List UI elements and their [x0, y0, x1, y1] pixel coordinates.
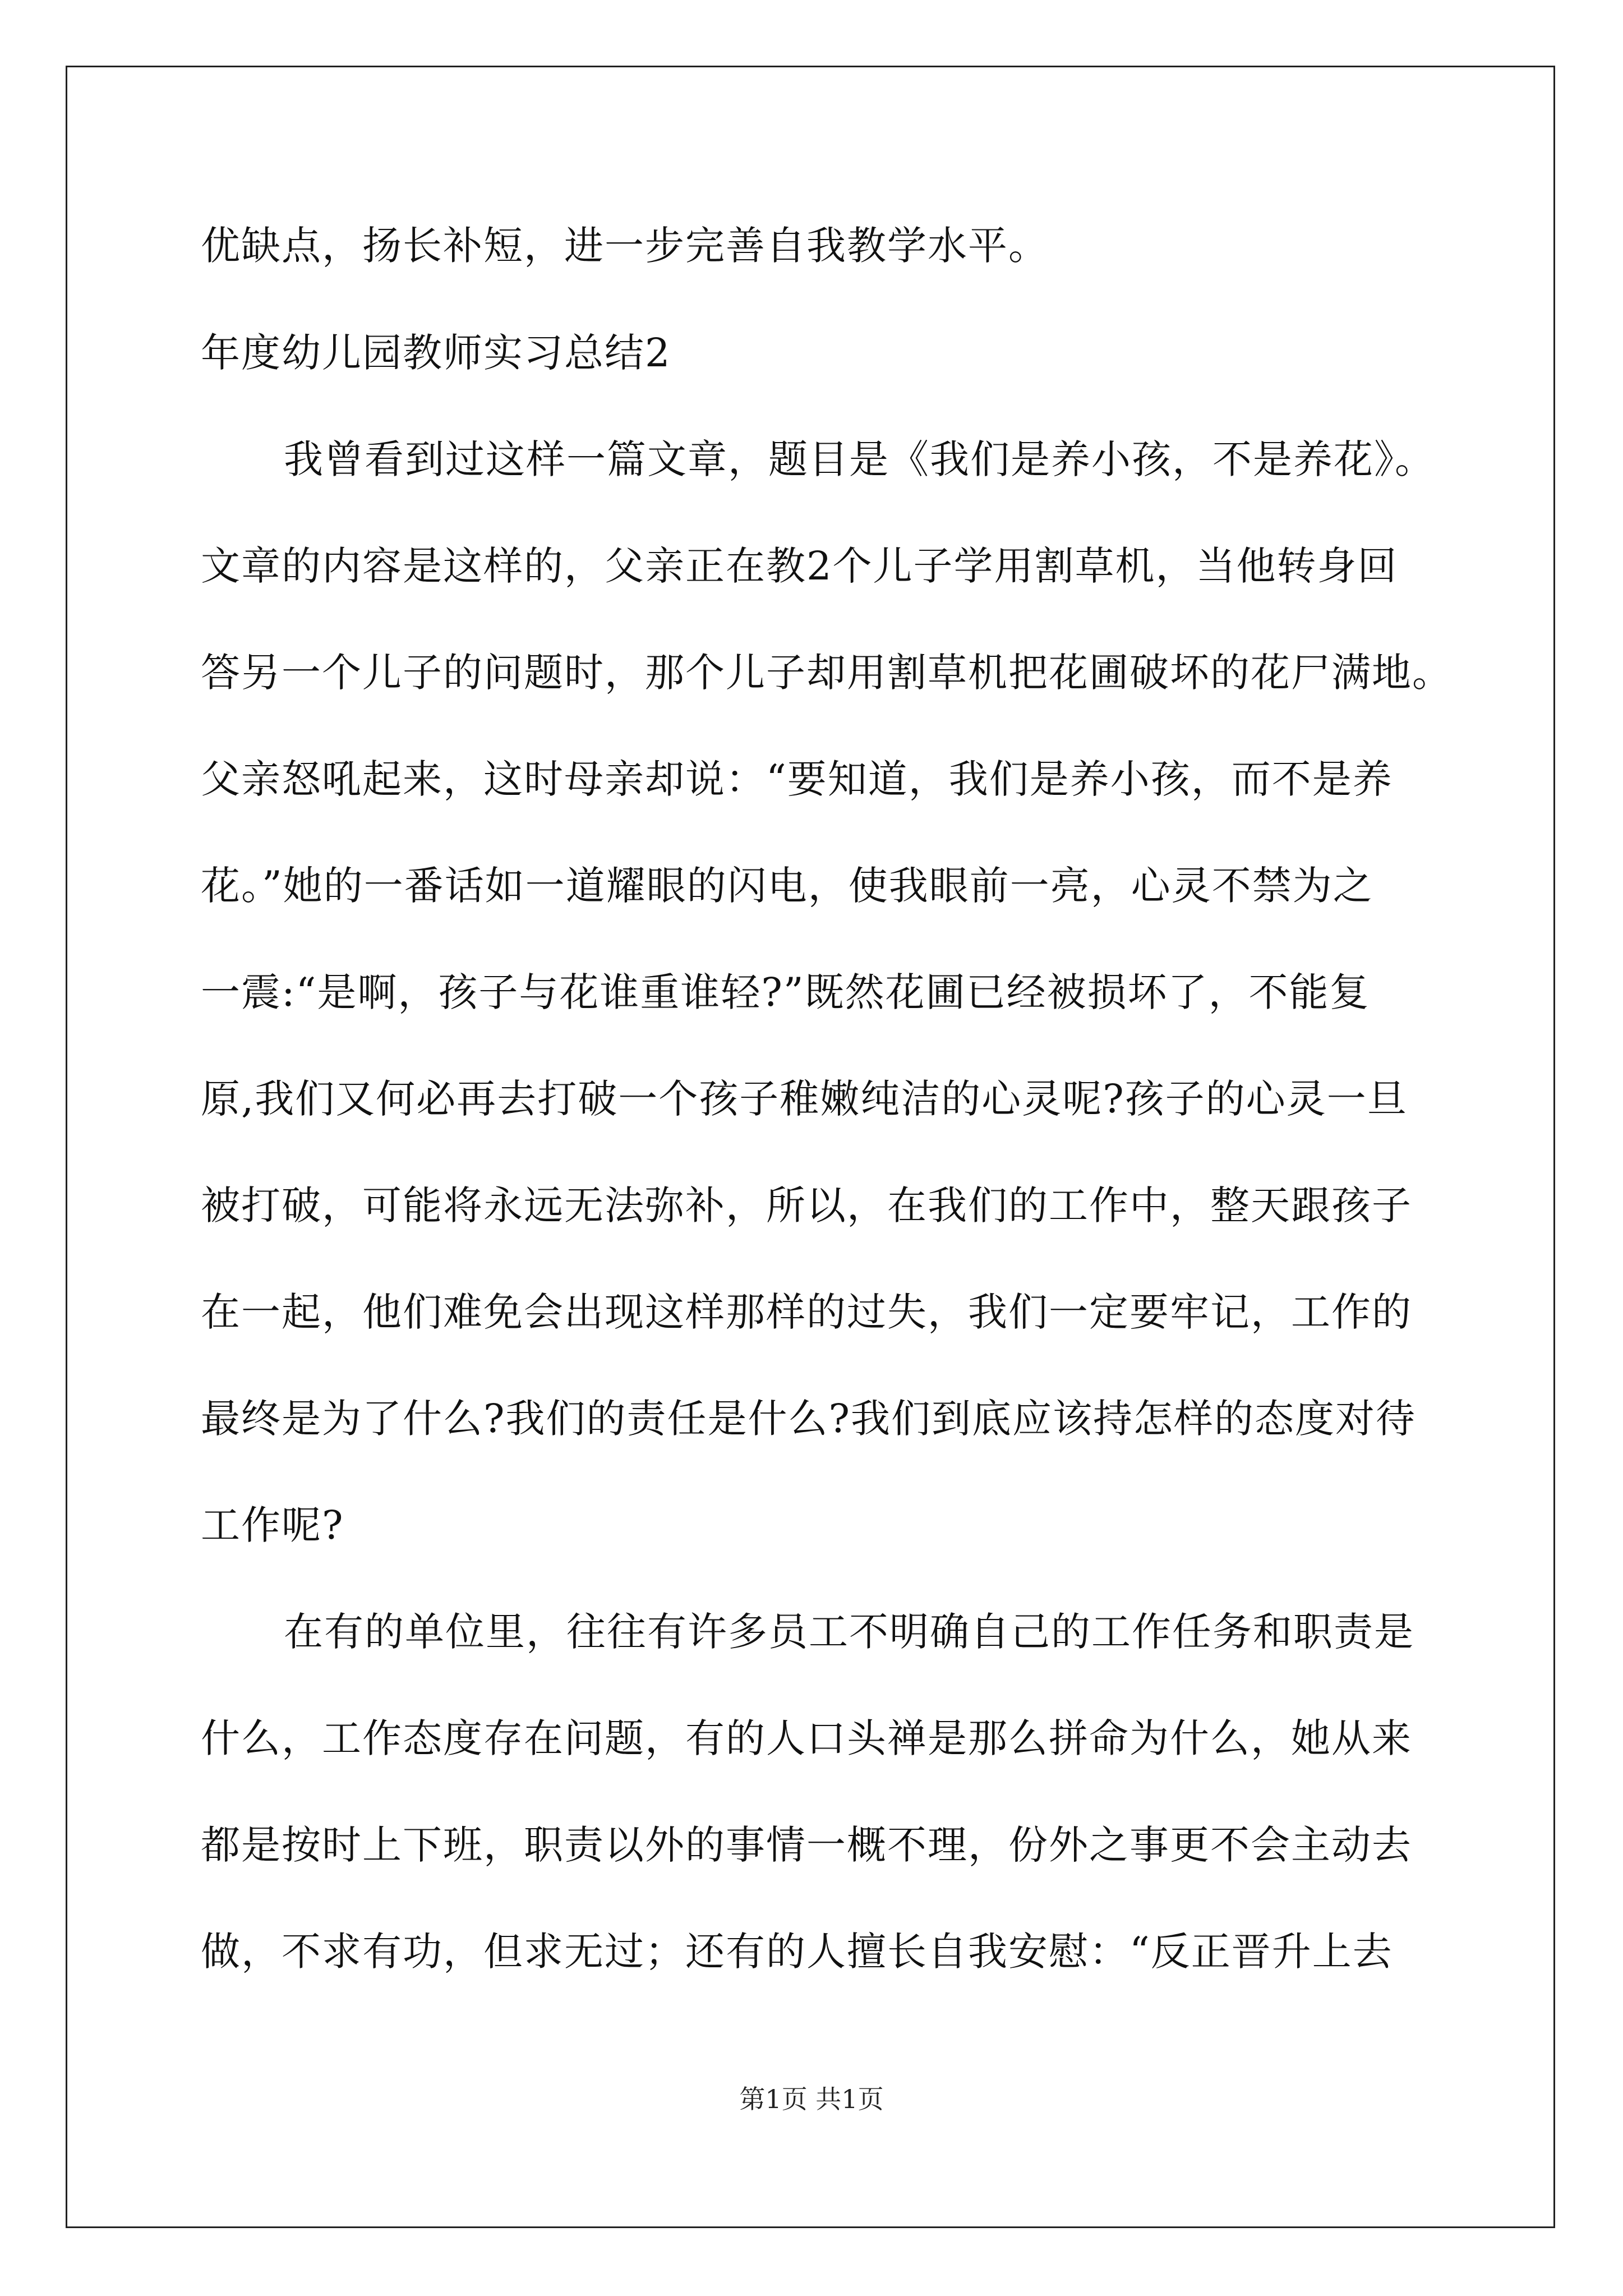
page-border	[66, 66, 1555, 2228]
text-line: 花。”她的一番话如一道耀眼的闪电，使我眼前一亮，心灵不禁为之	[201, 863, 1373, 909]
text-line: 被打破，可能将永远无法弥补，所以，在我们的工作中，整天跟孩子	[201, 1182, 1412, 1228]
text-line: 什么，工作态度存在问题，有的人口头禅是那么拼命为什么，她从来	[201, 1715, 1412, 1761]
text-line: 做，不求有功，但求无过；还有的人擅长自我安慰：“反正晋升上去	[201, 1929, 1393, 1975]
section-heading: 年度幼儿园教师实习总结2	[201, 330, 671, 376]
text-line: 原,我们又何必再去打破一个孩子稚嫩纯洁的心灵呢?孩子的心灵一旦	[201, 1076, 1408, 1122]
text-line: 父亲怒吼起来，这时母亲却说：“要知道，我们是养小孩，而不是养	[201, 756, 1393, 802]
paragraph-first-line: 在有的单位里，往往有许多员工不明确自己的工作任务和职责是	[284, 1609, 1414, 1655]
text-line: 在一起，他们难免会出现这样那样的过失，我们一定要牢记，工作的	[201, 1289, 1412, 1335]
text-line: 文章的内容是这样的，父亲正在教2个儿子学用割草机，当他转身回	[201, 543, 1398, 589]
text-line: 工作呢?	[201, 1502, 344, 1548]
text-line: 答另一个儿子的问题时，那个儿子却用割草机把花圃破坏的花尸满地。	[201, 650, 1453, 696]
text-line: 都是按时上下班，职责以外的事情一概不理，份外之事更不会主动去	[201, 1822, 1412, 1868]
paragraph-first-line: 我曾看到过这样一篇文章，题目是《我们是养小孩，不是养花》。	[284, 436, 1435, 482]
page-footer: 第1页 共1页	[739, 2084, 884, 2114]
text-line: 一震:“是啊，孩子与花谁重谁轻?”既然花圃已经被损坏了，不能复	[201, 969, 1370, 1015]
text-line: 优缺点，扬长补短，进一步完善自我教学水平。	[201, 223, 1049, 269]
text-line: 最终是为了什么?我们的责任是什么?我们到底应该持怎样的态度对待	[201, 1396, 1417, 1442]
